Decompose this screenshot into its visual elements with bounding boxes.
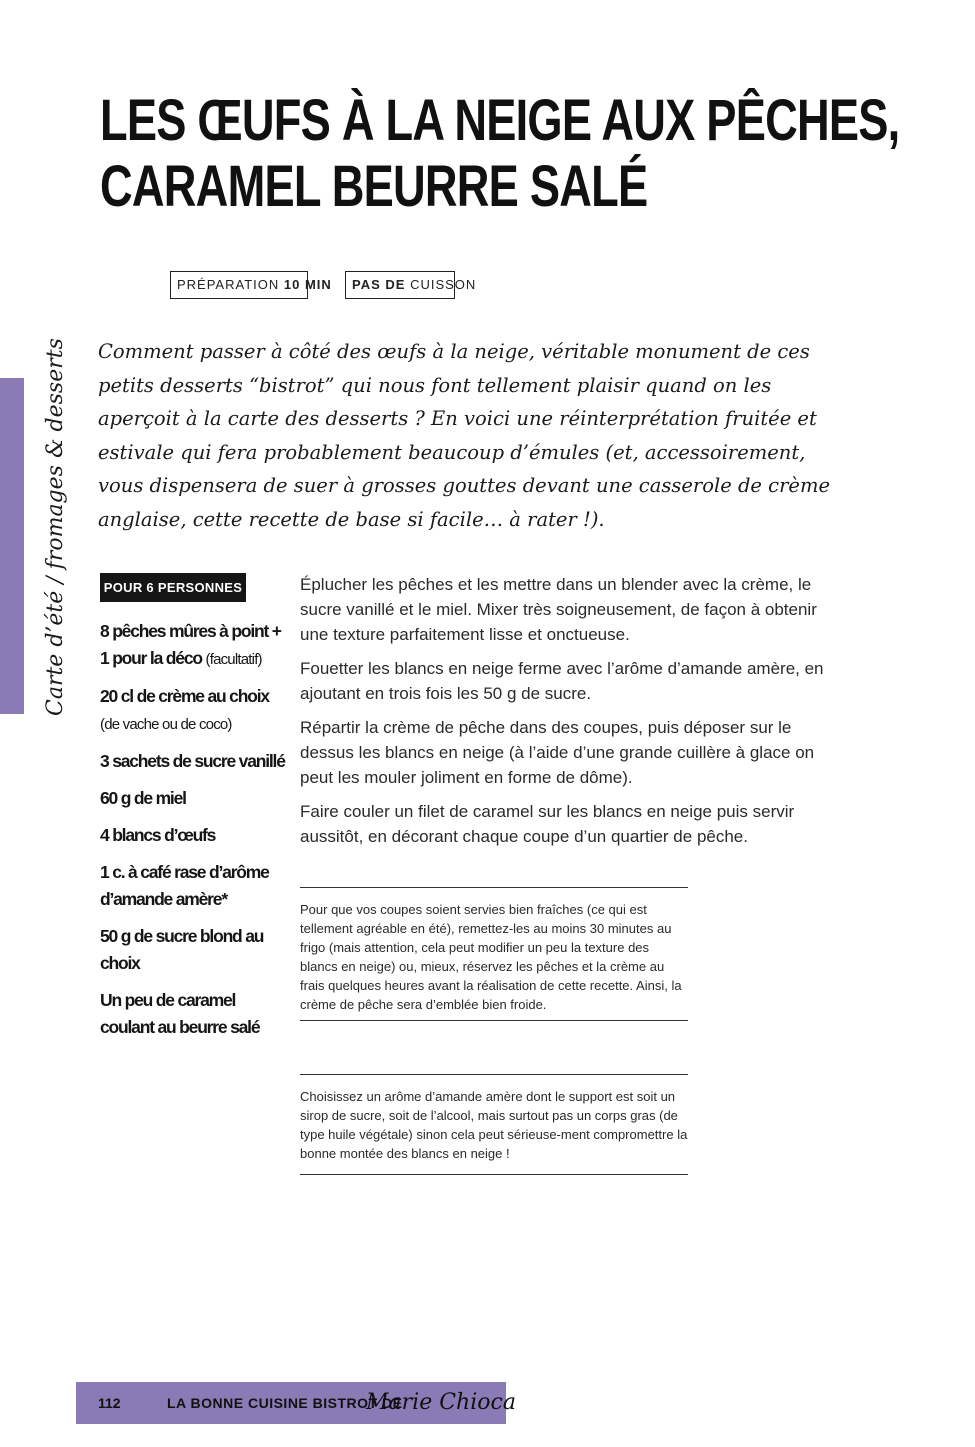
ingredient-item	[100, 822, 290, 849]
ingredient-item	[100, 859, 290, 913]
ingredient-text: 1 c. à café rase d’arôme d’amande amère*	[100, 862, 269, 909]
recipe-title	[100, 88, 900, 220]
section-sidebar-band	[0, 378, 24, 714]
prep-label: PRÉPARATION	[177, 277, 280, 292]
tip-box-chilling	[300, 887, 688, 1021]
recipe-title-line-1: LES ŒUFS À LA NEIGE AUX PÊCHES,	[100, 88, 900, 153]
servings-badge: POUR 6 PERSONNES	[100, 573, 246, 602]
ingredient-item	[100, 618, 290, 673]
step-paragraph: Répartir la crème de pêche dans des coupes, puis déposer sur le dessus les blancs en neige (à l’aide d’une grande cuillère à glace on peut les mouler joliment en forme de dôme).	[300, 718, 815, 787]
prep-value: 10 MIN	[283, 277, 332, 292]
tip-text: Pour que vos coupes soient servies bien fraîches (ce qui est tellement agréable en été), remettez-les au moins 30 minutes au frigo (mais attention, cela peut modifier un peu la texture des blancs en neige) ou, mieux, réservez les pêches et la crème au frais quelques heures avant la réalisation de cette recette. Ainsi, la crème de pêche sera d’emblée bien froide.	[300, 902, 682, 1012]
author-name: Marie Chioca	[366, 1390, 516, 1415]
page-footer	[76, 1382, 516, 1424]
ingredient-text: Un peu de caramel coulant au beurre salé	[100, 990, 260, 1037]
step-paragraph: Fouetter les blancs en neige ferme avec l’arôme d’amande amère, en ajoutant en trois fois les 50 g de sucre.	[300, 659, 824, 703]
ingredient-text: 20 cl de crème au choix	[100, 686, 269, 706]
recipe-intro: Comment passer à côté des œufs à la neige, véritable monument de ces petits desserts “bistrot” qui nous font tellement plaisir quand on les aperçoit à la carte des desserts ? En voici une réinterprétation fruitée et estivale qui fera probablement beaucoup d’émules (et, accessoirement, vous dispensera de suer à grosses gouttes devant une casserole de crème anglaise, cette recette de base si facile… à rater !).	[98, 340, 830, 531]
ingredient-list	[100, 618, 290, 1051]
ingredient-note: (de vache ou de coco)	[100, 716, 232, 733]
book-title: LA BONNE CUISINE BISTROT DE	[167, 1395, 403, 1411]
ingredient-text: 8 pêches mûres à point + 1 pour la déco	[100, 621, 281, 668]
ingredient-item	[100, 785, 290, 812]
cook-time-badge	[345, 271, 477, 299]
cook-label-bold: PAS DE	[352, 277, 406, 292]
ingredient-item	[100, 987, 290, 1041]
step-paragraph: Faire couler un filet de caramel sur les blancs en neige puis servir aussitôt, en décorant chaque coupe d’un quartier de pêche.	[300, 802, 795, 846]
tip-box-almond-flavor	[300, 1074, 688, 1175]
ingredient-note: (facultatif)	[205, 651, 262, 668]
prep-time-badge	[170, 271, 332, 299]
ingredient-item	[100, 683, 290, 738]
recipe-title-line-2: CARAMEL BEURRE SALÉ	[100, 154, 648, 219]
tip-text: Choisissez un arôme d’amande amère dont le support est soit un sirop de sucre, soit de l’alcool, mais surtout pas un corps gras (de type huile végétale) sinon cela peut sérieuse-ment compromettre la bonne montée des blancs en neige !	[300, 1089, 688, 1161]
cook-label: CUISSON	[410, 277, 477, 292]
recipe-steps	[300, 572, 840, 858]
ingredient-text: 3 sachets de sucre vanillé	[100, 751, 285, 771]
ingredient-text: 50 g de sucre blond au choix	[100, 926, 264, 973]
ingredient-item	[100, 923, 290, 977]
ingredient-text: 4 blancs d’œufs	[100, 825, 216, 845]
ingredient-text: 60 g de miel	[100, 788, 186, 808]
section-sidebar-label: Carte d’été / fromages & desserts	[43, 338, 68, 716]
step-paragraph: Éplucher les pêches et les mettre dans un blender avec la crème, le sucre vanillé et le miel. Mixer très soigneusement, de façon à obtenir une texture parfaitement lisse et onctueuse.	[300, 575, 817, 644]
ingredient-item	[100, 748, 290, 775]
page-number: 112	[98, 1395, 121, 1411]
